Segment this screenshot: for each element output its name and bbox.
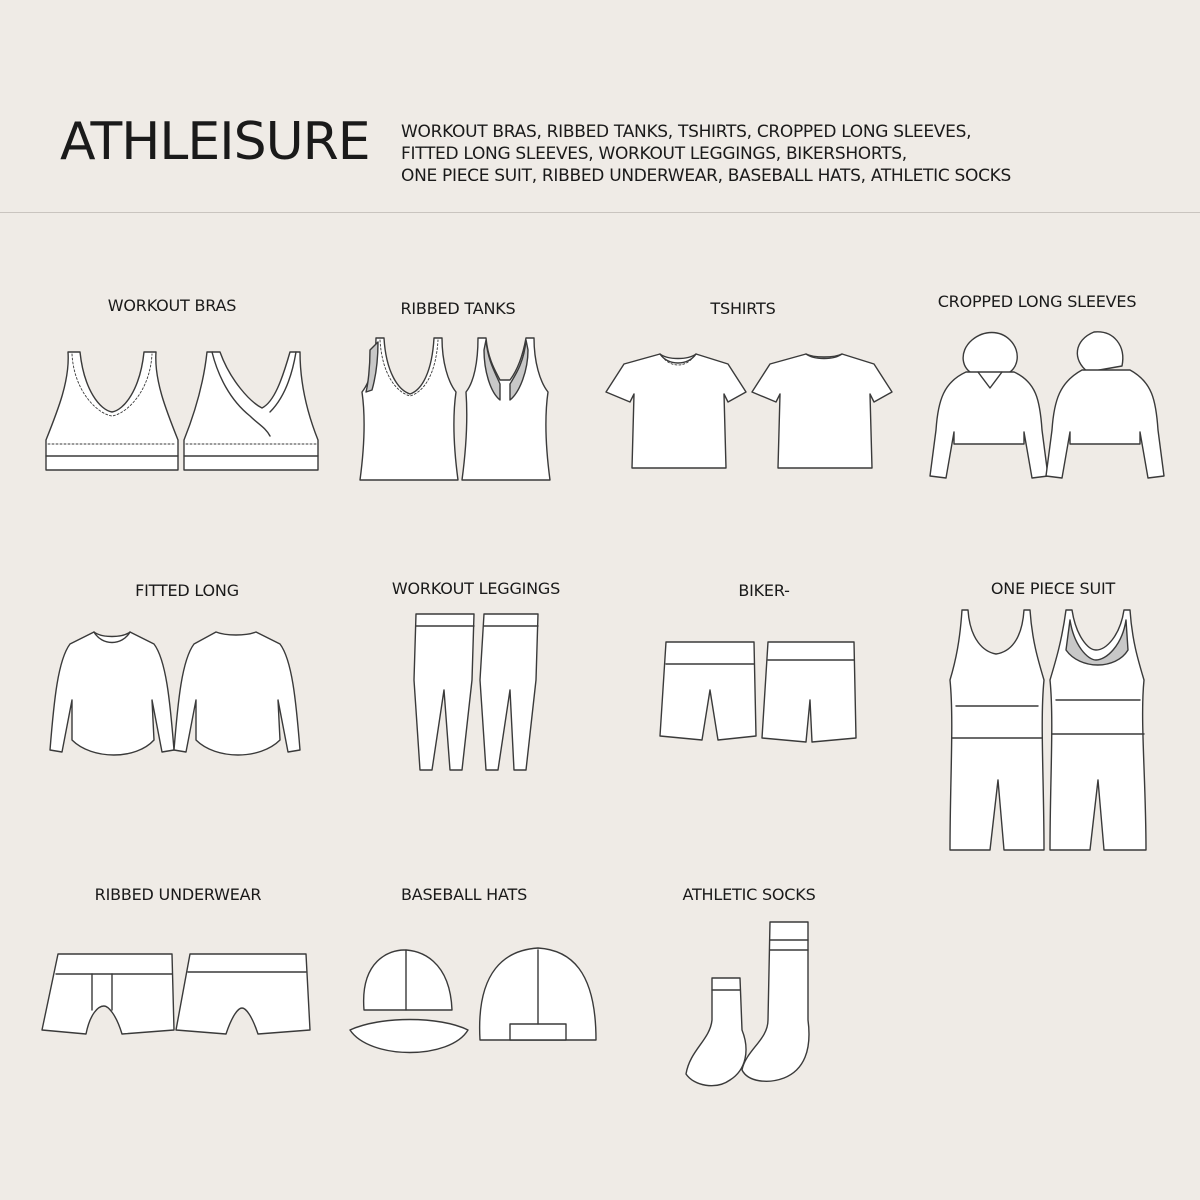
cropped-hoodie-icon: [930, 332, 1164, 478]
label-cropped-long-sleeves: CROPPED LONG SLEEVES: [937, 292, 1137, 311]
long-sleeve-shirt-icon: [50, 632, 300, 755]
label-ribbed-tanks: RIBBED TANKS: [400, 299, 516, 318]
description-line: FITTED LONG SLEEVES, WORKOUT LEGGINGS, BIKERSHORTS,: [401, 144, 907, 164]
label-tshirts: TSHIRTS: [710, 299, 776, 318]
page-title: ATHLEISURE: [60, 112, 370, 172]
label-baseball-hats: BASEBALL HATS: [400, 885, 528, 904]
label-fitted-long: FITTED LONG: [135, 581, 239, 600]
one-piece-suit-icon: [950, 610, 1146, 850]
sports-bra-icon: [46, 352, 318, 470]
label-ribbed-underwear: RIBBED UNDERWEAR: [94, 885, 262, 904]
baseball-cap-icon: [350, 948, 596, 1053]
description-line: WORKOUT BRAS, RIBBED TANKS, TSHIRTS, CROPPED LONG SLEEVES,: [401, 122, 972, 142]
athletic-socks-icon: [686, 922, 809, 1086]
leggings-icon: [414, 614, 538, 770]
label-biker: BIKER-: [738, 581, 790, 600]
label-workout-bras: WORKOUT BRAS: [107, 296, 237, 315]
tshirt-icon: [606, 354, 892, 468]
boxer-briefs-icon: [42, 954, 310, 1034]
label-workout-leggings: WORKOUT LEGGINGS: [391, 579, 561, 598]
racerback-tank-icon: [360, 338, 550, 480]
biker-shorts-icon: [660, 642, 856, 742]
description-line: ONE PIECE SUIT, RIBBED UNDERWEAR, BASEBALL HATS, ATHLETIC SOCKS: [401, 166, 1011, 186]
label-one-piece-suit: ONE PIECE SUIT: [990, 579, 1116, 598]
label-athletic-socks: ATHLETIC SOCKS: [682, 885, 816, 904]
